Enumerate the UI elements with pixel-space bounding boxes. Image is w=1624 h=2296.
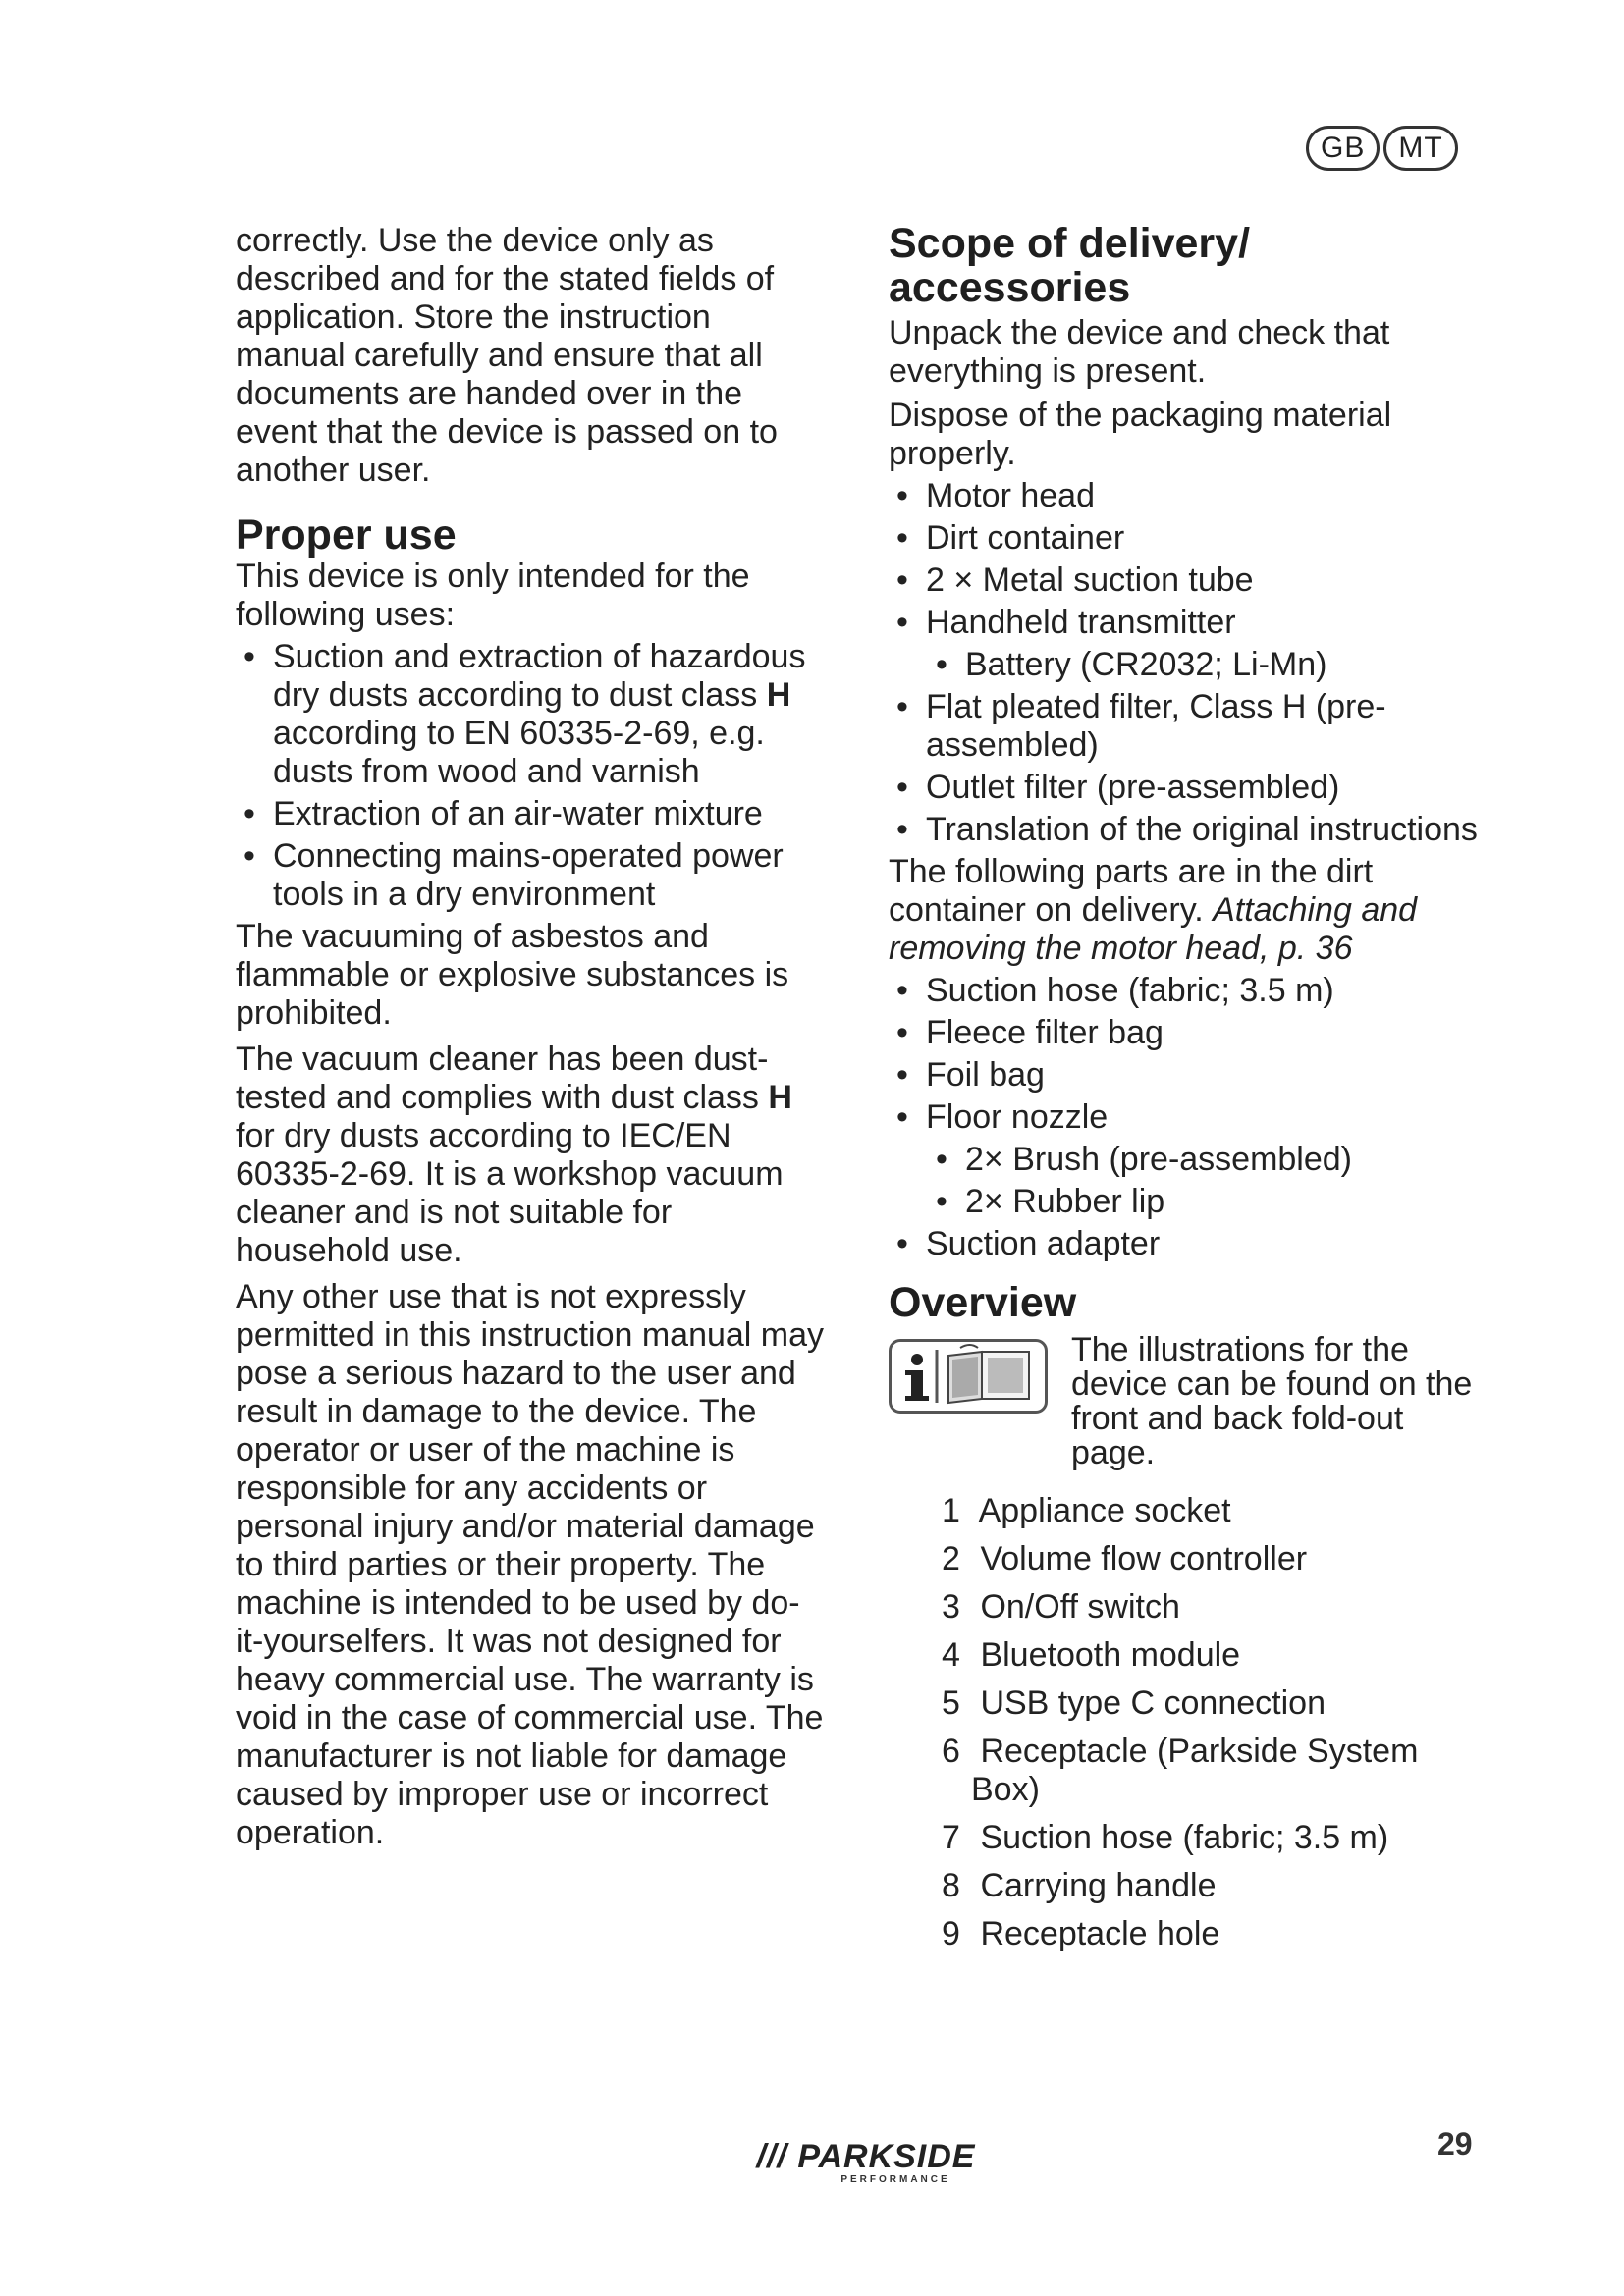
list-item: • Battery (CR2032; Li-Mn) (928, 646, 1478, 684)
language-badges (1306, 126, 1458, 171)
list-item: • Floor nozzle (889, 1098, 1478, 1137)
overview-parts-list (930, 1492, 1478, 1953)
brand-subtitle: PERFORMANCE (840, 2174, 950, 2185)
scope-heading: Scope of delivery/ accessories (889, 220, 1251, 311)
scope-list (889, 477, 1478, 849)
list-item: • 2× Brush (pre-assembled) (928, 1141, 1478, 1179)
dirt-container-paragraph: The following parts are in the dirt container on delivery. Attaching and removing the motor head, p. 36 (889, 853, 1418, 967)
list-item: • Translation of the original instructions (889, 811, 1478, 849)
language-badge-gb: GB (1306, 126, 1380, 171)
cross-reference: Attaching and removing the motor head, p. 36 (889, 891, 1418, 967)
dust-class-paragraph: The vacuum cleaner has been dust-tested and complies with dust class H for dry dusts according to IEC/EN 60335-2-69. It is a workshop vacuum cleaner and is not suitable for household use. (236, 1041, 792, 1269)
language-badge-mt: MT (1383, 126, 1457, 171)
list-item: • Suction hose (fabric; 3.5 m) (889, 972, 1478, 1010)
unpack-paragraph: Unpack the device and check that everything is present. (889, 314, 1390, 390)
list-item: 1 Appliance socket (942, 1492, 1231, 1529)
info-note (889, 1333, 1478, 1470)
page-number: 29 (1437, 2126, 1473, 2162)
list-item: 5 USB type C connection (942, 1684, 1326, 1722)
fold-out-info-icon (889, 1339, 1048, 1414)
parkside-logo (748, 2138, 984, 2185)
brand-name: PARKSIDE (797, 2138, 976, 2175)
list-item: • Connecting mains-operated power tools in a dry environment (236, 837, 825, 914)
list-item: 6 Receptacle (Parkside System Box) (942, 1733, 1419, 1808)
list-item: 4 Bluetooth module (942, 1636, 1241, 1674)
list-item: 7 Suction hose (fabric; 3.5 m) (942, 1819, 1389, 1856)
asbestos-paragraph: The vacuuming of asbestos and flammable or explosive substances is prohibited. (236, 918, 789, 1032)
proper-use-list (236, 638, 825, 914)
intro-paragraph: correctly. Use the device only as described and for the stated fields of application. Store the instruction manual carefully and ensure that all documents are handed over in the event that the device is passed on to another user. (236, 222, 778, 489)
list-item: • Extraction of an air-water mixture (236, 795, 825, 833)
proper-use-heading: Proper use (236, 511, 457, 559)
list-item: 9 Receptacle hole (942, 1915, 1220, 1952)
list-item: • Suction and extraction of hazardous dry dusts according to dust class H according to EN 60335-2-69, e.g. dusts from wood and varnish (236, 638, 825, 791)
list-item: • Motor head (889, 477, 1478, 515)
list-item: • 2× Rubber lip (928, 1183, 1478, 1221)
dirt-container-list (889, 972, 1478, 1263)
right-column (889, 222, 1478, 1963)
list-item: • Fleece filter bag (889, 1014, 1478, 1052)
list-item: • Outlet filter (pre-assembled) (889, 769, 1478, 807)
list-item: • Foil bag (889, 1056, 1478, 1095)
overview-heading: Overview (889, 1279, 1077, 1326)
list-item: • Handheld transmitter (889, 604, 1478, 642)
list-item: 8 Carrying handle (942, 1867, 1217, 1904)
info-text: The illustrations for the device can be found on the front and back fold-out page. (1071, 1331, 1473, 1471)
dispose-paragraph: Dispose of the packaging material properly. (889, 397, 1392, 472)
list-item: 3 On/Off switch (942, 1588, 1180, 1626)
list-item: • Dirt container (889, 519, 1478, 558)
brand-mark: /// (756, 2138, 787, 2175)
other-use-paragraph: Any other use that is not expressly permitted in this instruction manual may pose a serious hazard to the user and result in damage to the device. The operator or user of the machine is responsible for any accidents or personal injury and/or material damage to third parties or their property. The machine is intended to be used by do-it-yourselfers. It was not designed for heavy commercial use. The warranty is void in the case of commercial use. The manufacturer is not liable for damage caused by improper use or incorrect operation. (236, 1278, 825, 1851)
left-column (236, 222, 825, 1852)
list-item: • 2 × Metal suction tube (889, 561, 1478, 600)
list-item: • Flat pleated filter, Class H (pre-assembled) (889, 688, 1478, 765)
list-item: 2 Volume flow controller (942, 1540, 1308, 1577)
list-item: • Suction adapter (889, 1225, 1478, 1263)
proper-use-lead: This device is only intended for the following uses: (236, 558, 750, 633)
